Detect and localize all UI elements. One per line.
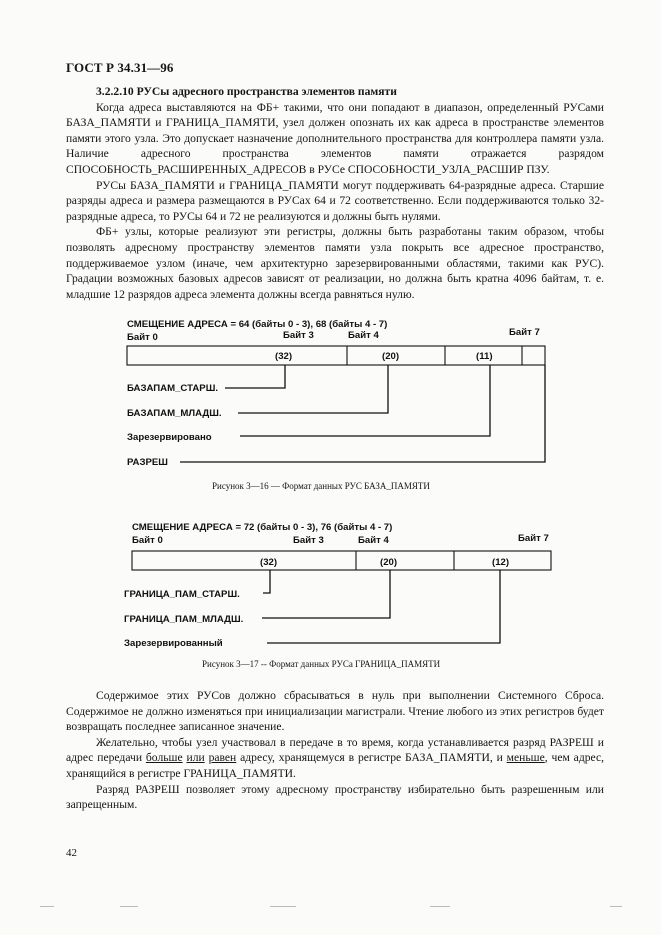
label-enable: РАЗРЕШ (127, 457, 168, 468)
closing-text (66, 688, 604, 813)
register-box (132, 551, 551, 570)
byte-0-label: Байт 0 (127, 332, 158, 343)
section-title: 3.2.2.10 РУСы адресного пространства элементов памяти (96, 85, 397, 98)
byte-0-label: Байт 0 (132, 535, 163, 546)
text-run: адресу, хранящемуся в регистре БАЗА_ПАМЯТИ, и (236, 751, 507, 765)
leader-base-low (238, 365, 388, 413)
paragraph: РУСы БАЗА_ПАМЯТИ и ГРАНИЦА_ПАМЯТИ могут поддерживать 64-разрядные адреса. Старшие разряды адреса и размера размещаются в РУСах 64 и 72 соответственно. Если поддерживаются только 32-разрядные адреса, то РУСы 64 и 72 не реализуются и должны быть нулями. (66, 178, 604, 223)
field-base-high-width: (32) (275, 351, 293, 362)
paragraph: Когда адреса выставляются на ФБ+ такими, что они попадают в диапазон, определенный РУСами БАЗА_ПАМЯТИ и ГРАНИЦА_ПАМЯТИ, узел должен опознать их как адреса в пространстве элементов памяти этого узла. Это допускает назначение дополнительного пространства для контроллера памяти узла. Наличие адресного пространства элементов памяти отражается разрядом СПОСОБНОСТЬ_РАСШИРЕННЫХ_АДРЕСОВ в РУСе СПОСОБНОСТИ_УЗЛА_РАСШИР ПЗУ. (66, 100, 604, 176)
byte-4-label: Байт 4 (348, 330, 379, 341)
underlined-word: больше (145, 751, 183, 765)
scan-artifact (40, 906, 54, 907)
underlined-word: равен (208, 751, 237, 765)
field-reserved-width: (12) (492, 557, 510, 568)
label-reserved: Зарезервированный (124, 638, 223, 649)
scan-artifact (430, 906, 450, 907)
label-base-high: БАЗАПАМ_СТАРШ. (127, 383, 218, 394)
field-limit-high-width: (32) (260, 557, 278, 568)
leader-limit-high (263, 570, 270, 593)
leader-reserved (267, 570, 500, 643)
paragraph: Разряд РАЗРЕШ позволяет этому адресному пространству избирательно быть разрешенным или запрещенным. (66, 782, 604, 812)
byte-3-label: Байт 3 (293, 535, 324, 546)
label-reserved: Зарезервировано (127, 432, 212, 443)
figure-caption: Рисунок 3—17 -- Формат данных РУСа ГРАНИЦА_ПАМЯТИ (202, 659, 441, 669)
leader-reserved (240, 365, 490, 436)
byte-7-label: Байт 7 (509, 327, 540, 338)
text-run: Желательно, чтобы узел участвовал в передаче в то время, когда устанавливается разряд РАЗРЕШ и адрес передачи (66, 735, 604, 765)
byte-7-label: Байт 7 (518, 533, 549, 544)
leader-limit-low (262, 570, 390, 618)
offset-label: СМЕЩЕНИЕ АДРЕСА = 72 (байты 0 - 3), 76 (байты 4 - 7) (132, 522, 393, 533)
field-base-low-width: (20) (382, 351, 400, 362)
byte-3-label: Байт 3 (283, 330, 314, 341)
text-run: , чем адрес, хранящийся в регистре ГРАНИЦА_ПАМЯТИ. (66, 751, 604, 780)
underlined-word: или (186, 751, 205, 765)
figure-base-memory (127, 319, 545, 468)
underlined-word: меньше (506, 751, 545, 765)
paragraph: ФБ+ узлы, которые реализуют эти регистры, должны быть разработаны таким образом, чтобы позволять адресному пространству элементов памяти узла покрыть все адресное пространство, поддерживаемое узлом (иначе, чем архитектурно зарезервированными областями, такими как РУС). Градации возможных базовых адресов зависят от реализации, но должна быть кратна 4096 байтам, т. е. младшие 12 разрядов адреса элемента должны всегда равняться нулю. (66, 225, 604, 301)
paragraph: Содержимое этих РУСов должно сбрасываться в нуль при выполнении Системного Сброса. Содержимое не должно изменяться при инициализации магистрали. Чтение любого из этих регистров будет возвращать последнее записанное значение. (66, 689, 604, 734)
field-reserved-width: (11) (476, 351, 493, 362)
paragraph (66, 735, 604, 782)
byte-4-label: Байт 4 (358, 535, 389, 546)
document-header: ГОСТ Р 34.31—96 (66, 60, 174, 75)
scan-artifact (270, 906, 296, 907)
figure-memory-limit (124, 522, 551, 649)
scan-artifact (120, 906, 138, 907)
label-limit-low: ГРАНИЦА_ПАМ_МЛАДШ. (124, 614, 244, 625)
page-number: 42 (66, 847, 77, 859)
scan-artifact (610, 906, 622, 907)
label-base-low: БАЗАПАМ_МЛАДШ. (127, 408, 222, 419)
figure-caption: Рисунок 3—16 — Формат данных РУС БАЗА_ПАМЯТИ (212, 481, 430, 491)
leader-base-high (225, 365, 285, 388)
offset-label: СМЕЩЕНИЕ АДРЕСА = 64 (байты 0 - 3), 68 (байты 4 - 7) (127, 319, 388, 330)
label-limit-high: ГРАНИЦА_ПАМ_СТАРШ. (124, 589, 240, 600)
field-limit-low-width: (20) (380, 557, 398, 568)
